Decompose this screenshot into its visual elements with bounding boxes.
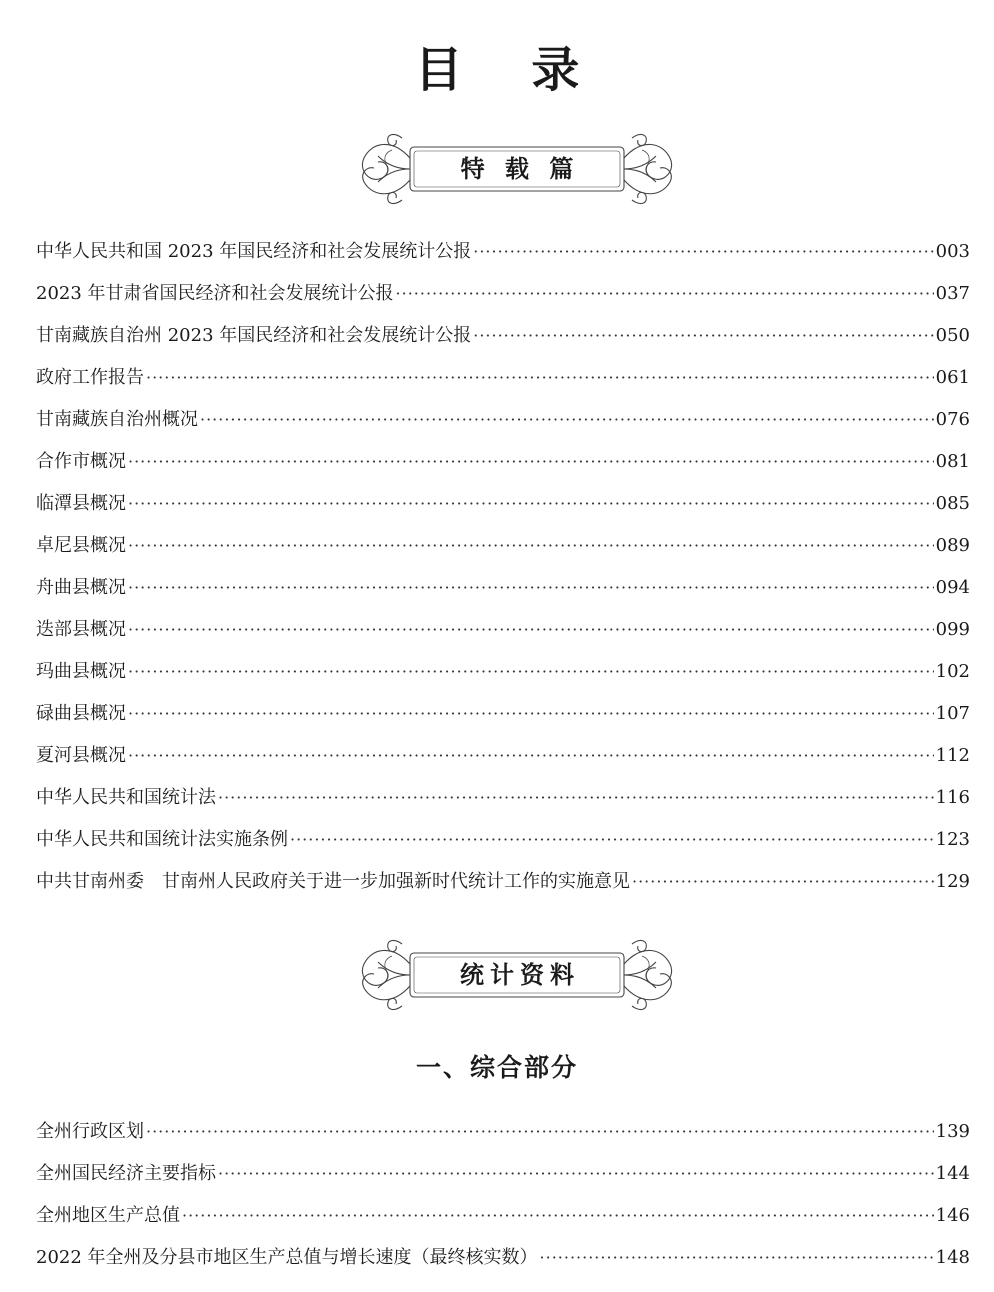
leader-dots xyxy=(128,609,934,651)
leader-dots xyxy=(128,651,934,693)
leader-dots xyxy=(128,735,934,777)
toc-entry-title: 临潭县概况 xyxy=(36,493,126,514)
subsection-heading: 一、综合部分 xyxy=(415,1053,578,1082)
toc-entry-page: 003 xyxy=(935,241,970,262)
toc-entry-page: 089 xyxy=(935,535,970,556)
toc-entry-page: 050 xyxy=(935,325,970,346)
section-label-stats: 统计资料 xyxy=(460,961,580,989)
leader-dots xyxy=(146,1111,934,1153)
toc-entry[interactable] xyxy=(36,231,970,273)
toc-entry-title: 全州国民经济主要指标 xyxy=(36,1163,216,1184)
toc-entry[interactable] xyxy=(36,609,970,651)
leader-dots xyxy=(290,819,934,861)
leader-dots xyxy=(128,525,934,567)
toc-entry-title: 夏河县概况 xyxy=(36,745,126,766)
toc-entry-page: 146 xyxy=(935,1205,970,1226)
toc-entry-page: 123 xyxy=(935,829,970,850)
toc-entry[interactable] xyxy=(36,525,970,567)
toc-entry[interactable] xyxy=(36,399,970,441)
toc-stats-list xyxy=(36,1111,970,1279)
toc-entry[interactable] xyxy=(36,1195,970,1237)
toc-entry-title: 迭部县概况 xyxy=(36,619,126,640)
toc-entry-title: 甘南藏族自治州 2023 年国民经济和社会发展统计公报 xyxy=(36,325,472,346)
toc-entry-title: 甘南藏族自治州概况 xyxy=(36,409,198,430)
toc-entry-title: 舟曲县概况 xyxy=(36,577,126,598)
toc-entry-page: 094 xyxy=(935,577,970,598)
toc-entry-page: 116 xyxy=(935,787,970,808)
toc-entry-page: 112 xyxy=(935,745,970,766)
toc-entry[interactable] xyxy=(36,735,970,777)
toc-entry[interactable] xyxy=(36,1153,970,1195)
toc-entry[interactable] xyxy=(36,1237,970,1279)
toc-entry-title: 全州行政区划 xyxy=(36,1121,144,1142)
toc-entry-page: 139 xyxy=(935,1121,970,1142)
leader-dots xyxy=(632,861,934,903)
leader-dots xyxy=(218,1153,934,1195)
toc-entry[interactable] xyxy=(36,819,970,861)
toc-entry-page: 148 xyxy=(935,1247,970,1268)
toc-entry-title: 玛曲县概况 xyxy=(36,661,126,682)
leader-dots xyxy=(473,315,933,357)
toc-entry-title: 政府工作报告 xyxy=(36,367,144,388)
toc-entry-page: 099 xyxy=(935,619,970,640)
toc-entry-page: 085 xyxy=(935,493,970,514)
toc-entry-title: 合作市概况 xyxy=(36,451,126,472)
section-banner-stats xyxy=(352,934,682,1016)
toc-entry[interactable] xyxy=(36,651,970,693)
toc-entry-page: 076 xyxy=(935,409,970,430)
toc-entry-title: 全州地区生产总值 xyxy=(36,1205,180,1226)
toc-entry-title: 中华人民共和国统计法 xyxy=(36,787,216,808)
toc-entry-page: 144 xyxy=(935,1163,970,1184)
toc-entry[interactable] xyxy=(36,777,970,819)
toc-entry-title: 卓尼县概况 xyxy=(36,535,126,556)
toc-entry-page: 129 xyxy=(935,871,970,892)
toc-entry[interactable] xyxy=(36,861,970,903)
toc-entry-title: 中共甘南州委 甘南州人民政府关于进一步加强新时代统计工作的实施意见 xyxy=(36,871,630,892)
leader-dots xyxy=(146,357,934,399)
toc-entry[interactable] xyxy=(36,273,970,315)
toc-entry[interactable] xyxy=(36,483,970,525)
toc-entry-page: 061 xyxy=(935,367,970,388)
leader-dots xyxy=(128,441,934,483)
toc-entry[interactable] xyxy=(36,693,970,735)
toc-entry[interactable] xyxy=(36,441,970,483)
leader-dots xyxy=(128,483,934,525)
section-banner-special xyxy=(352,128,682,210)
toc-entry-title: 中华人民共和国统计法实施条例 xyxy=(36,829,288,850)
toc-entry-page: 107 xyxy=(935,703,970,724)
toc-entry[interactable] xyxy=(36,567,970,609)
leader-dots xyxy=(128,693,934,735)
toc-entry-title: 2023 年甘肃省国民经济和社会发展统计公报 xyxy=(36,283,394,304)
toc-entry[interactable] xyxy=(36,1111,970,1153)
leader-dots xyxy=(473,231,933,273)
section-label-special: 特 载 篇 xyxy=(460,155,580,183)
leader-dots xyxy=(182,1195,934,1237)
toc-entry-page: 037 xyxy=(935,283,970,304)
leader-dots xyxy=(396,273,934,315)
toc-entry-title: 碌曲县概况 xyxy=(36,703,126,724)
toc-entry-page: 081 xyxy=(935,451,970,472)
leader-dots xyxy=(200,399,934,441)
toc-entry-title: 2022 年全州及分县市地区生产总值与增长速度（最终核实数） xyxy=(36,1247,538,1268)
toc-entry-page: 102 xyxy=(935,661,970,682)
toc-entry-title: 中华人民共和国 2023 年国民经济和社会发展统计公报 xyxy=(36,241,472,262)
leader-dots xyxy=(540,1237,934,1279)
leader-dots xyxy=(218,777,934,819)
leader-dots xyxy=(128,567,934,609)
toc-entry[interactable] xyxy=(36,315,970,357)
page-title: 目 录 xyxy=(414,42,606,98)
toc-special-list xyxy=(36,231,970,903)
toc-entry[interactable] xyxy=(36,357,970,399)
